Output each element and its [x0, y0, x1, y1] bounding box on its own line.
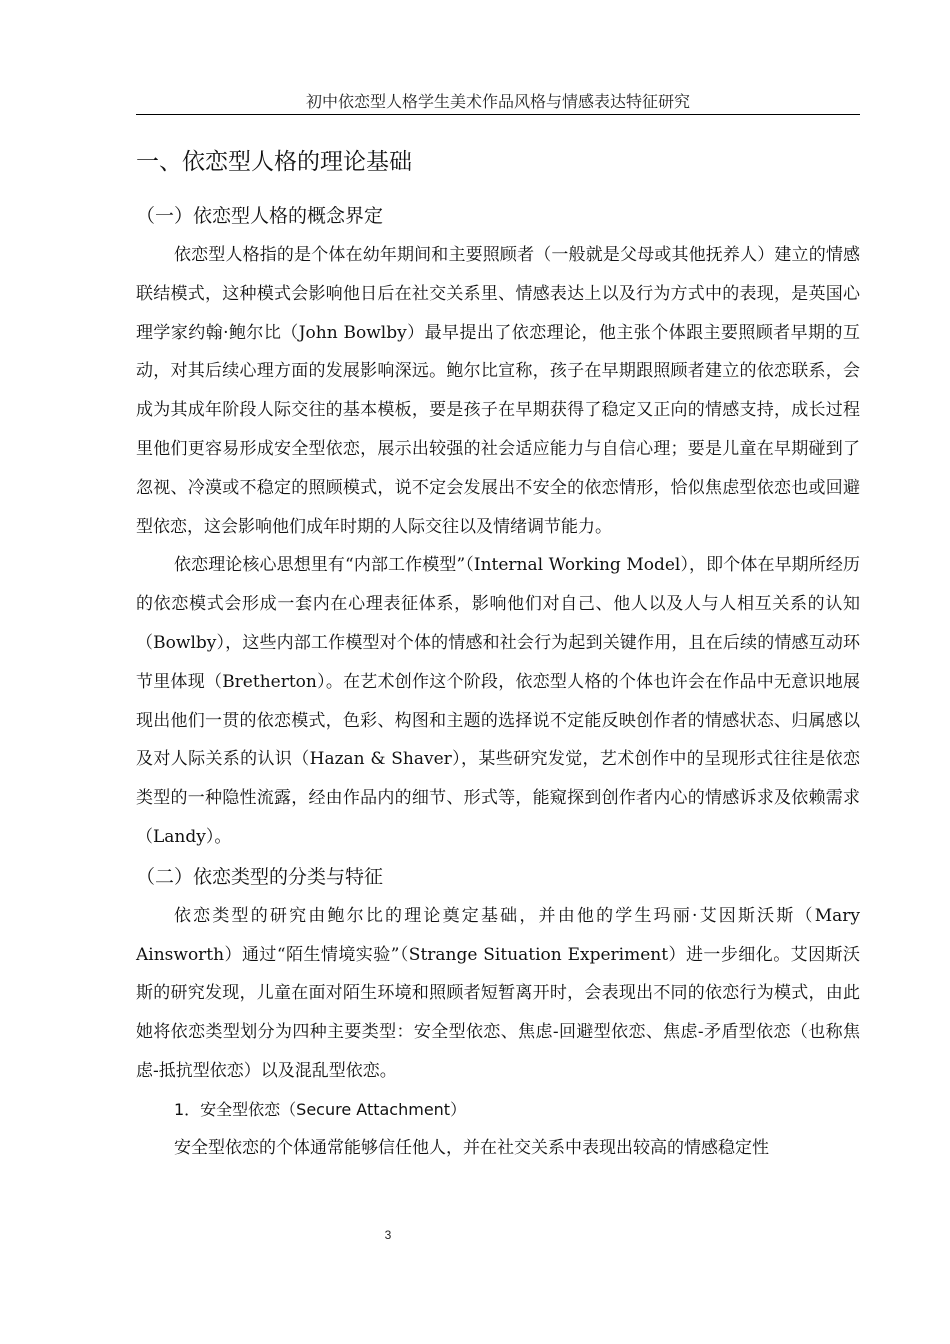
running-header: 初中依恋型人格学生美术作品风格与情感表达特征研究 [305, 92, 690, 111]
page-number: 3 [384, 1228, 392, 1242]
header-rule [136, 114, 860, 115]
page-content [136, 140, 860, 1168]
body-paragraph: 依恋类型的研究由鲍尔比的理论奠定基础，并由他的学生玛丽·艾因斯沃斯（Mary Ainsworth）通过“陌生情境实验”（Strange Situation Experiment）进一步细化。艾因斯沃斯的研究发现，儿童在面对陌生环境和照顾者短暂离开时，会表现出不同的依恋行为模式，由此她将依恋类型划分为四种主要类型：安全型依恋、焦虑-回避型依恋、焦虑-矛盾型依恋（也称焦虑-抵抗型依恋）以及混乱型依恋。 [136, 905, 860, 1081]
body-paragraph: 依恋理论核心思想里有“内部工作模型”（Internal Working Model），即个体在早期所经历的依恋模式会形成一套内在心理表征体系，影响他们对自己、他人以及人与人相互关系的认知（Bowlby），这些内部工作模型对个体的情感和社会行为起到关键作用，且在后续的情感互动环节里体现（Bretherton）。在艺术创作这个阶段，依恋型人格的个体也许会在作品中无意识地展现出他们一贯的依恋模式，色彩、构图和主题的选择说不定能反映创作者的情感状态、归属感以及对人际关系的认识（Hazan & Shaver），某些研究发觉，艺术创作中的呈现形式往往是依恋类型的一种隐性流露，经由作品内的细节、形式等，能窥探到创作者内心的情感诉求及依赖需求（Landy）。 [136, 555, 860, 847]
body-paragraph: 依恋型人格指的是个体在幼年期间和主要照顾者（一般就是父母或其他抚养人）建立的情感联结模式，这种模式会影响他日后在社交关系里、情感表达上以及行为方式中的表现，是英国心理学家约翰·鲍尔比（John Bowlby）最早提出了依恋理论，他主张个体跟主要照顾者早期的互动，对其后续心理方面的发展影响深远。鲍尔比宣称，孩子在早期跟照顾者建立的依恋联系，会成为其成年阶段人际交往的基本模板，要是孩子在早期获得了稳定又正向的情感支持，成长过程里他们更容易形成安全型依恋，展示出较强的社会适应能力与自信心理；要是儿童在早期碰到了忽视、冷漠或不稳定的照顾模式，说不定会发展出不安全的依恋情形，恰似焦虑型依恋也或回避型依恋，这会影响他们成年时期的人际交往以及情绪调节能力。 [136, 245, 860, 537]
subsection-title-concept: （一）依恋型人格的概念界定 [136, 205, 384, 227]
section-title: 一、依恋型人格的理论基础 [136, 149, 412, 175]
body-paragraph: 安全型依恋的个体通常能够信任他人，并在社交关系中表现出较高的情感稳定性 [174, 1137, 769, 1158]
subsection-title-classification: （二）依恋类型的分类与特征 [136, 865, 384, 888]
spacer [136, 184, 860, 196]
subsubsection-title-secure: 1．安全型依恋（Secure Attachment） [174, 1099, 467, 1119]
